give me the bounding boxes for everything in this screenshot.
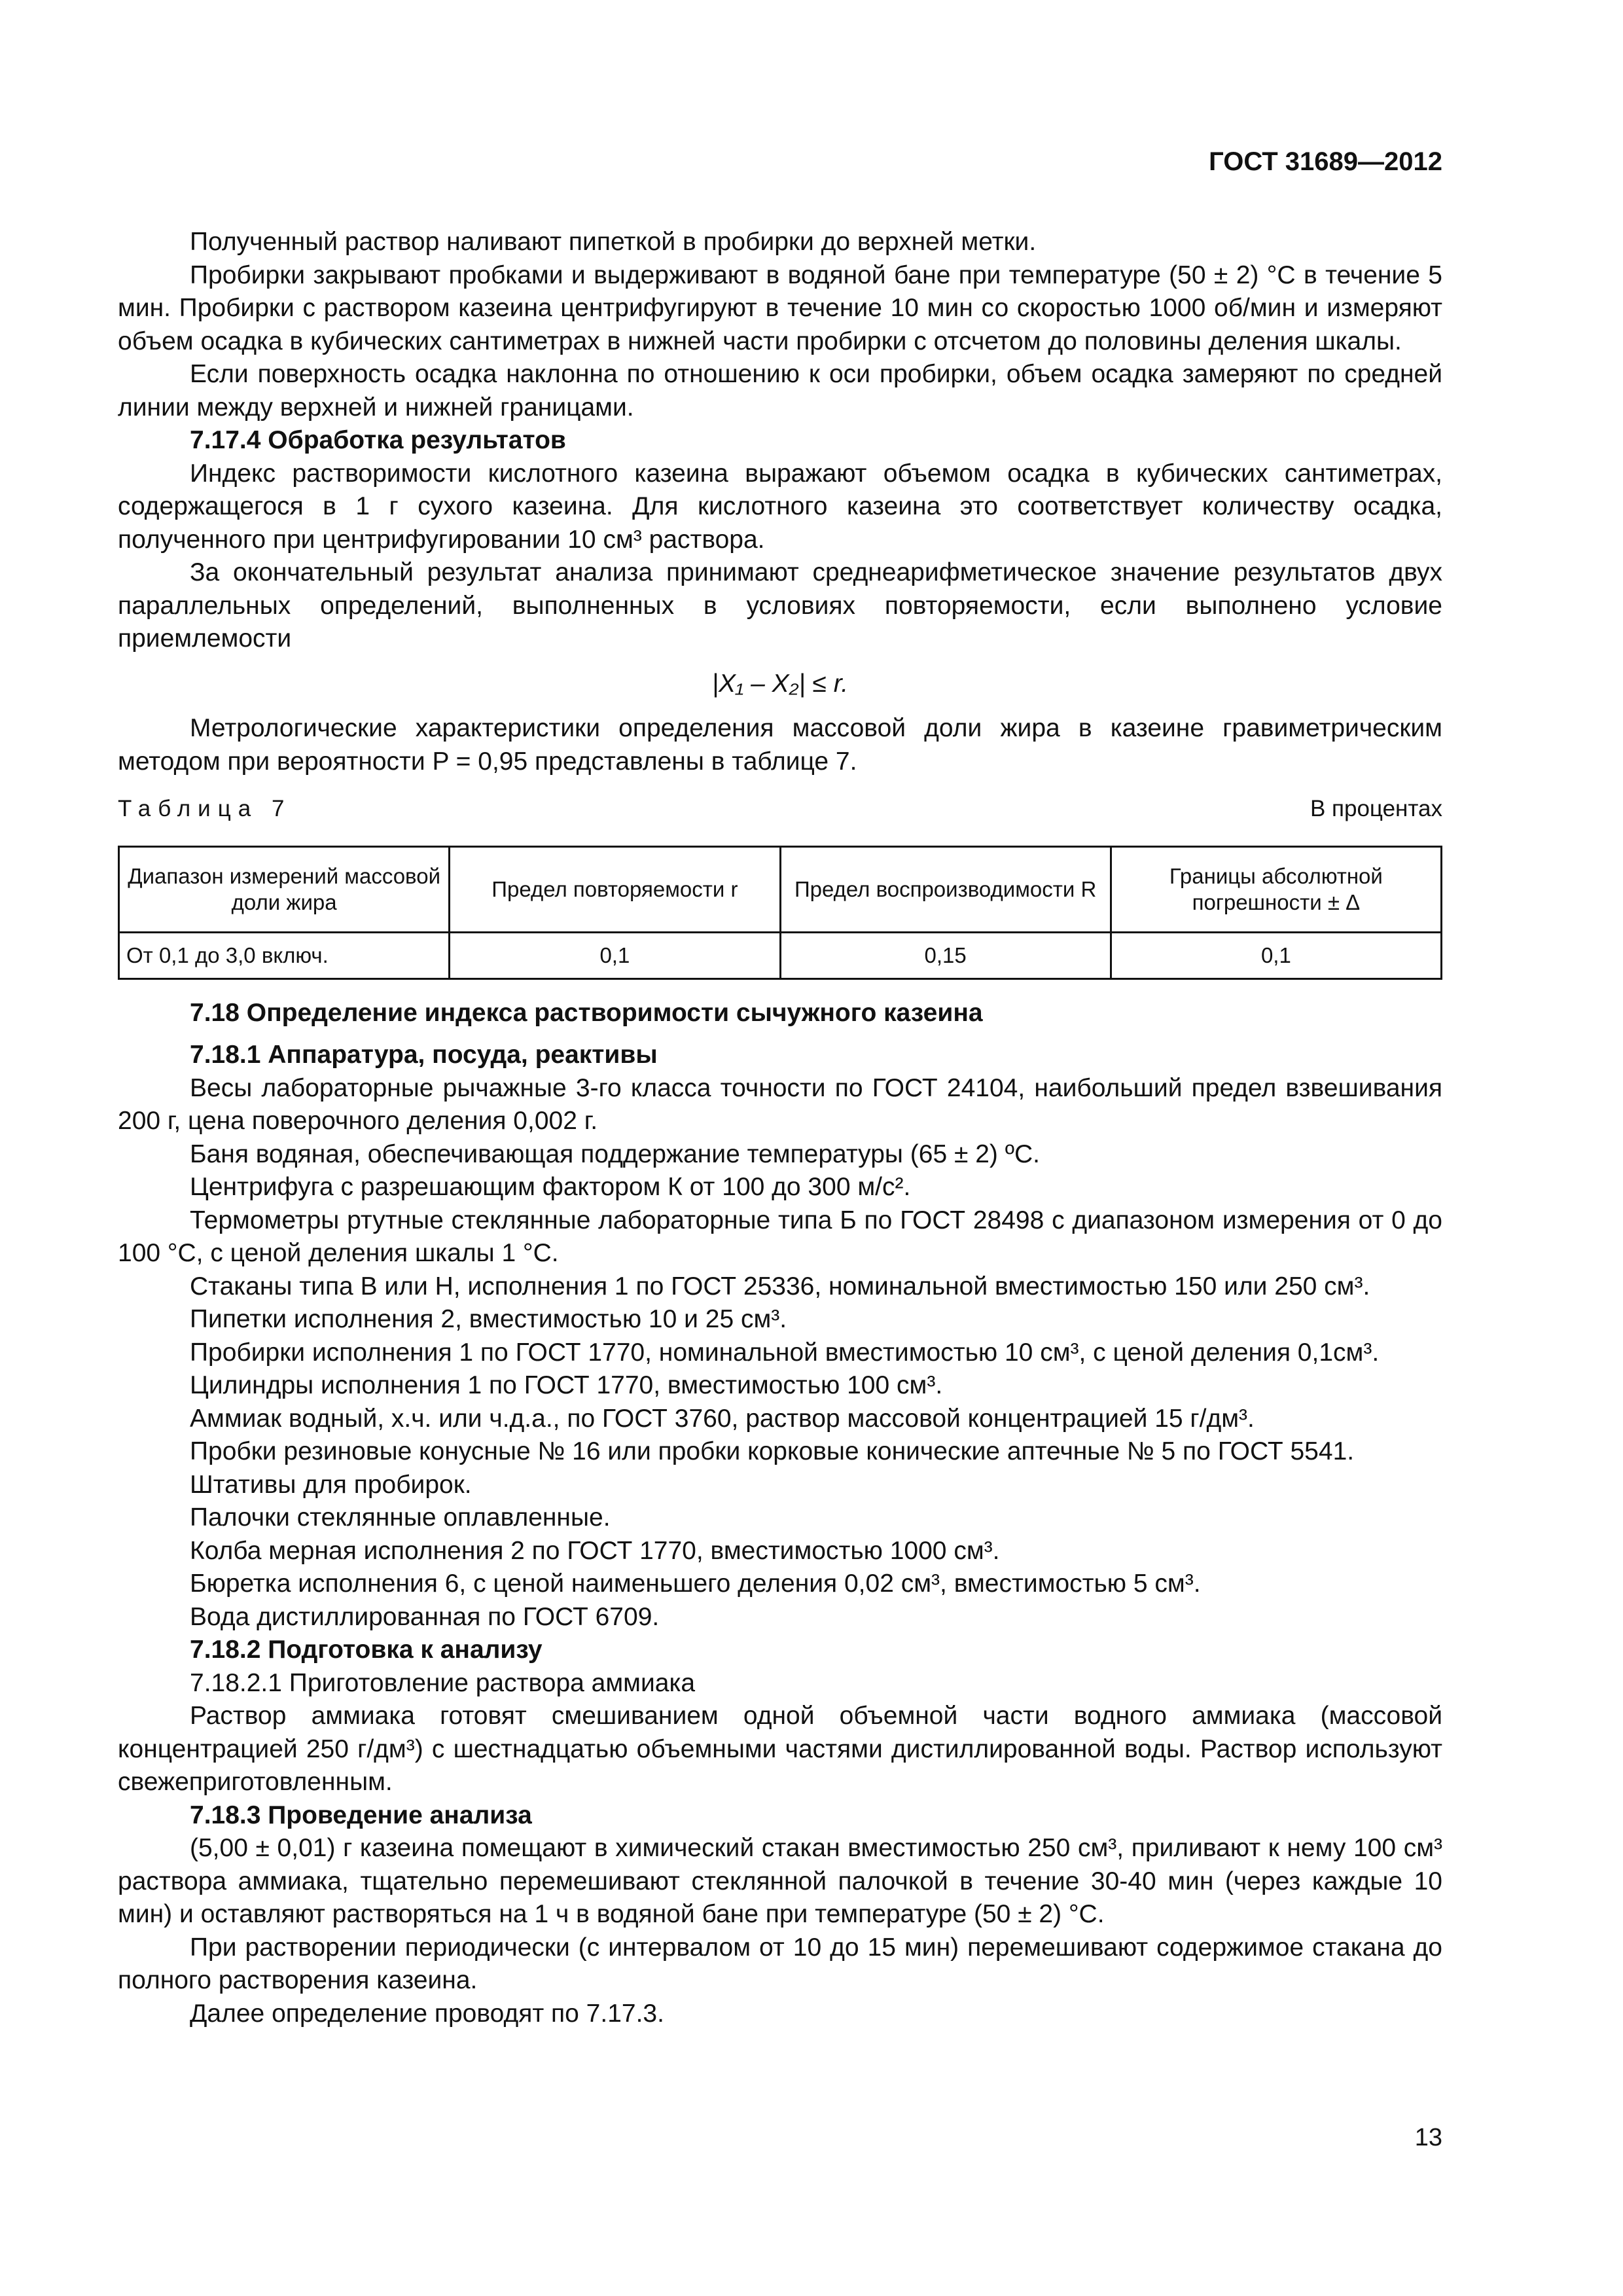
table-cell: От 0,1 до 3,0 включ.	[119, 932, 450, 978]
formula: |X₁ – X₂| ≤ r.	[711, 669, 849, 698]
table-header-cell: Диапазон измерений массовой доли жира	[119, 846, 450, 932]
list-item: Баня водяная, обеспечивающая поддержание температуры (65 ± 2) ºС.	[190, 1139, 1040, 1168]
paragraph: За окончательный результат анализа принимают среднеарифметическое значение результатов двух параллельных определений, выполненных в условиях повторяемости, если выполнено условие приемлемости	[118, 558, 1442, 653]
paragraph: Метрологические характеристики определения массовой доли жира в казеине гравиметрическим методом при вероятности P = 0,95 представлены в таблице 7.	[118, 714, 1442, 776]
table-header-cell: Границы абсолютной погрешности ± Δ	[1111, 846, 1441, 932]
list-item: Палочки стеклянные оплавленные.	[190, 1503, 611, 1532]
list-item: Пробирки исполнения 1 по ГОСТ 1770, номинальной вместимостью 10 см³, с ценой деления 0,1см³.	[190, 1338, 1380, 1367]
table-row	[119, 932, 1442, 978]
list-item: Стаканы типа В или Н, исполнения 1 по ГОСТ 25336, номинальной вместимостью 150 или 250 см³.	[190, 1272, 1370, 1300]
page-content	[118, 226, 1442, 2030]
table-units: В процентах	[1310, 796, 1442, 821]
paragraph: Полученный раствор наливают пипеткой в пробирки до верхней метки.	[190, 228, 1037, 256]
table-cell: 0,1	[1111, 932, 1441, 978]
section-heading-7-18-1: 7.18.1 Аппаратура, посуда, реактивы	[190, 1041, 658, 1069]
paragraph: Раствор аммиака готовят смешиванием одной объемной части водного аммиака (массовой концентрацией 250 г/дм³) с шестнадцатью объемными частями дистиллированной воды. Раствор используют свежеприготовленным.	[118, 1702, 1442, 1796]
subsection-heading-7-18-2-1: 7.18.2.1 Приготовление раствора аммиака	[190, 1668, 696, 1697]
table-cell: 0,1	[450, 932, 780, 978]
section-heading-7-18: 7.18 Определение индекса растворимости сычужного казеина	[190, 998, 983, 1027]
standard-code: ГОСТ 31689—2012	[1209, 147, 1442, 176]
page-number: 13	[1414, 2124, 1442, 2151]
section-heading-7-17-4: 7.17.4 Обработка результатов	[190, 426, 566, 454]
table-header-row	[119, 846, 1442, 932]
list-item: Штативы для пробирок.	[190, 1470, 472, 1499]
table-cell: 0,15	[780, 932, 1111, 978]
list-item: Аммиак водный, х.ч. или ч.д.а., по ГОСТ 3760, раствор массовой концентрацией 15 г/дм³.	[190, 1404, 1255, 1433]
paragraph: Если поверхность осадка наклонна по отношению к оси пробирки, объем осадка замеряют по средней линии между верхней и нижней границами.	[118, 360, 1442, 422]
paragraph: Далее определение проводят по 7.17.3.	[190, 1999, 664, 2028]
section-heading-7-18-2: 7.18.2 Подготовка к анализу	[190, 1636, 543, 1664]
table-7	[118, 846, 1442, 980]
table-title: Таблица 7	[118, 796, 292, 821]
paragraph: Индекс растворимости кислотного казеина выражают объемом осадка в кубических сантиметрах, содержащегося в 1 г сухого казеина. Для кислотного казеина это соответствует количеству осадка, полученного при центрифугировании 10 см³ раствора.	[118, 459, 1442, 554]
list-item: Термометры ртутные стеклянные лабораторные типа Б по ГОСТ 28498 с диапазоном измерения от 0 до 100 °С, с ценой деления шкалы 1 °С.	[118, 1206, 1442, 1267]
table-header-cell: Предел повторяемости r	[450, 846, 780, 932]
paragraph: Пробирки закрывают пробками и выдерживают в водяной бане при температуре (50 ± 2) °С в течение 5 мин. Пробирки с раствором казеина центрифугируют в течение 10 мин со скоростью 1000 об/мин и измеряют объем осадка в кубических сантиметрах в нижней части пробирки с отсчетом до половины деления шкалы.	[118, 260, 1442, 355]
list-item: Бюретка исполнения 6, с ценой наименьшего деления 0,02 см³, вместимостью 5 см³.	[190, 1570, 1201, 1598]
list-item: Колба мерная исполнения 2 по ГОСТ 1770, вместимостью 1000 см³.	[190, 1536, 1000, 1565]
paragraph: (5,00 ± 0,01) г казеина помещают в химический стакан вместимостью 250 см³, приливают к нему 100 см³ раствора аммиака, тщательно перемешивают стеклянной палочкой в течение 30-40 мин (через каждые 10 мин) и оставляют растворяться на 1 ч в водяной бане при температуре (50 ± 2) °С.	[118, 1834, 1442, 1928]
paragraph: При растворении периодически (с интервалом от 10 до 15 мин) перемешивают содержимое стакана до полного растворения казеина.	[118, 1933, 1442, 1994]
table-header-cell: Предел воспроизводимости R	[780, 846, 1111, 932]
list-item: Пробки резиновые конусные № 16 или пробки корковые конические аптечные № 5 по ГОСТ 5541.	[190, 1437, 1355, 1465]
list-item: Весы лабораторные рычажные 3-го класса точности по ГОСТ 24104, наибольший предел взвешивания 200 г, цена поверочного деления 0,002 г.	[118, 1073, 1442, 1135]
list-item: Цилиндры исполнения 1 по ГОСТ 1770, вместимостью 100 см³.	[190, 1371, 943, 1399]
section-heading-7-18-3: 7.18.3 Проведение анализа	[190, 1801, 532, 1829]
list-item: Вода дистиллированная по ГОСТ 6709.	[190, 1602, 660, 1631]
table-caption	[118, 793, 1442, 826]
list-item: Центрифуга с разрешающим фактором К от 100 до 300 м/с².	[190, 1173, 911, 1201]
list-item: Пипетки исполнения 2, вместимостью 10 и 25 см³.	[190, 1305, 787, 1333]
